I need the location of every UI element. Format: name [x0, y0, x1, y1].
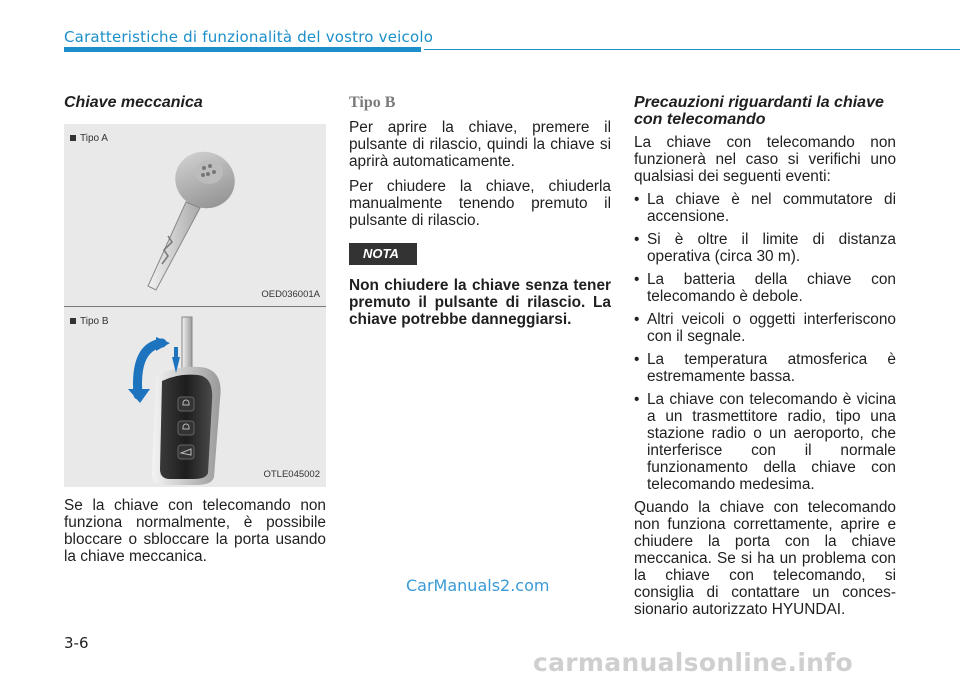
list-item: • Altri veicoli o oggetti interferiscono con il segnale.: [634, 311, 896, 345]
watermark-link-bottom[interactable]: carmanualsonline.info: [533, 648, 853, 677]
figure-tipo-b: [64, 307, 326, 487]
header-rule-thick: [64, 47, 421, 52]
figure-code-b: OTLE045002: [263, 469, 320, 480]
paragraph-outro: Quando la chiave con telecomando non funziona correttamente, aprire e chiudere la porta con la chiave meccanica. Se si ha un problema con la chiave con telecomando, si consiglia di contattare un conces-sionario autorizzato HYUNDAI.: [634, 499, 896, 618]
list-item: • La chiave è nel commutatore di accensione.: [634, 191, 896, 225]
section-title: Caratteristiche di funzionalità del vostro veicolo: [64, 28, 434, 46]
column-1: [64, 94, 326, 573]
precautions-list: [634, 191, 896, 493]
heading-tipo-b: Tipo B: [349, 94, 396, 111]
list-item: • La batteria della chiave con telecomando è debole.: [634, 271, 896, 305]
header-rule-thin: [424, 49, 960, 50]
list-item: • Si è oltre il limite di distanza operativa (circa 30 m).: [634, 231, 896, 265]
paragraph-intro: La chiave con telecomando non funzionerà nel caso si verifichi uno qualsiasi dei seguenti eventi:: [634, 134, 896, 185]
nota-text: Non chiudere la chiave senza tener premuto il pulsante di rilascio. La chiave potrebbe danneggiarsi.: [349, 277, 611, 328]
list-item: • La chiave con telecomando è vicina a un trasmettitore radio, tipo una stazione radio o un aeroporto, che interferisce con il normale funzionamento della chiave con telecomando medesima.: [634, 391, 896, 493]
nota-badge-wrap: [349, 243, 611, 265]
nota-badge: NOTA: [349, 243, 417, 265]
list-item: • La temperatura atmosferica è estremamente bassa.: [634, 351, 896, 385]
watermark-link-top[interactable]: CarManuals2.com: [406, 576, 550, 595]
heading-chiave-meccanica: Chiave meccanica: [64, 94, 203, 111]
paragraph-open-key: Per aprire la chiave, premere il pulsante di rilascio, quindi la chiave si aprirà automaticamente.: [349, 119, 611, 170]
figure-label-a: Tipo A: [70, 130, 108, 147]
paragraph-close-key: Per chiudere la chiave, chiuderla manualmente tenendo premuto il pulsante di rilascio.: [349, 178, 611, 229]
mechanical-key-illustration: [64, 124, 326, 307]
figure-label-b: Tipo B: [70, 313, 109, 330]
column-2: [349, 94, 611, 328]
figure-tipo-a: [64, 124, 326, 307]
paragraph-mechanical-key: Se la chiave con telecomando non funziona normalmente, è possibile bloccare o sbloccare la porta usando la chiave meccanica.: [64, 497, 326, 565]
remote-key-illustration: [64, 307, 326, 487]
figure-code-a: OED036001A: [261, 289, 320, 300]
heading-precauzioni: Precauzioni riguardanti la chiave con telecomando: [634, 94, 884, 128]
column-3: [634, 94, 896, 626]
page-number: 3-6: [64, 634, 89, 652]
